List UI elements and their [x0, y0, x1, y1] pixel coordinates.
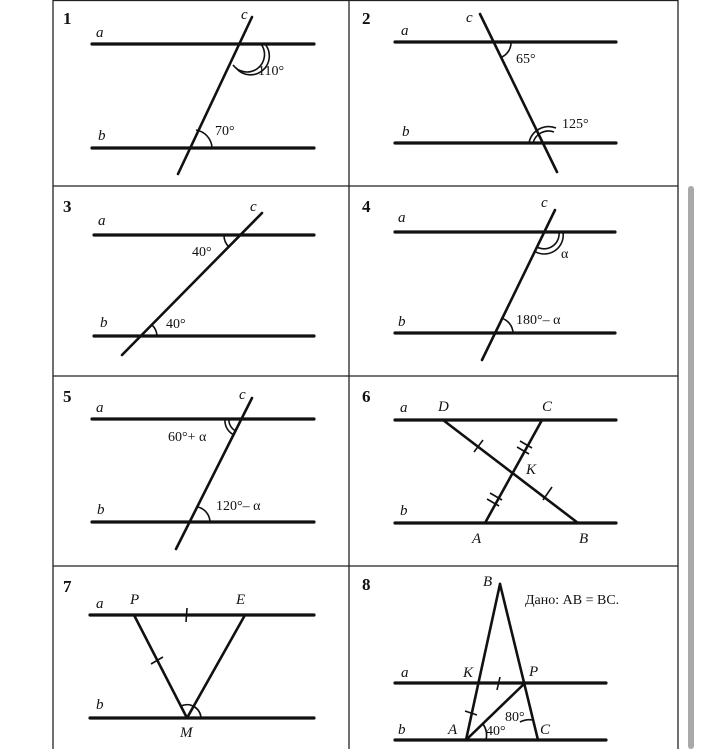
point-B: B: [483, 574, 493, 590]
label-b: b: [400, 503, 408, 519]
label-b: b: [97, 502, 105, 518]
point-K: K: [526, 462, 537, 478]
point-P: P: [529, 664, 539, 680]
point-A: A: [448, 722, 458, 738]
label-c: c: [241, 7, 248, 23]
label-a: a: [96, 400, 104, 416]
angle-label: 40°: [166, 317, 186, 332]
point-C: C: [540, 722, 551, 738]
label-b: b: [98, 128, 106, 144]
segment-DB: [443, 420, 578, 523]
point-K: K: [463, 665, 474, 681]
panel-7: [63, 577, 314, 741]
segment-EM: [187, 615, 245, 718]
label-a: a: [398, 210, 406, 226]
panel-number: 8: [362, 575, 371, 594]
angle-label: 40°: [192, 245, 212, 260]
panel-number: 2: [362, 9, 371, 28]
equal-tick: [186, 608, 187, 622]
label-c: c: [250, 199, 257, 215]
given-statement: Дано: AB = BC.: [525, 593, 620, 608]
panel-2: [362, 9, 616, 172]
point-P: P: [130, 592, 140, 608]
point-A: A: [472, 531, 482, 547]
angle-label: 125°: [562, 117, 589, 132]
transversal-c: [178, 17, 252, 174]
panel-number: 7: [63, 577, 72, 596]
angle-arc: [198, 507, 210, 522]
panel-number: 1: [63, 9, 72, 28]
scrollbar[interactable]: [688, 186, 694, 749]
panel-number: 5: [63, 387, 72, 406]
panel-3: [63, 197, 314, 355]
angle-arc: [502, 42, 511, 57]
point-C: C: [542, 399, 553, 415]
label-a: a: [400, 400, 408, 416]
label-b: b: [100, 315, 108, 331]
angle-arc: [501, 318, 513, 333]
label-a: a: [96, 596, 104, 612]
angle-arc: [533, 131, 554, 143]
panel-grid: [53, 0, 678, 749]
angle-label: 110°: [258, 64, 285, 79]
angle-arc: [224, 235, 229, 247]
angle-label: 60°+ α: [168, 430, 207, 445]
panel-number: 3: [63, 197, 72, 216]
label-b: b: [398, 314, 406, 330]
label-b: b: [398, 722, 406, 738]
angle-label: 65°: [516, 52, 536, 67]
label-c: c: [239, 387, 246, 403]
point-B: B: [579, 531, 589, 547]
segment-BA: [466, 584, 500, 740]
panel-5: [63, 387, 314, 549]
angle-label: 120°– α: [216, 499, 261, 514]
label-a: a: [96, 25, 104, 41]
transversal-c: [176, 398, 252, 549]
label-a: a: [98, 213, 106, 229]
equal-tick: [543, 487, 552, 500]
label-b: b: [402, 124, 410, 140]
panel-6: [362, 387, 616, 547]
label-a: a: [401, 665, 409, 681]
panel-1: [63, 7, 314, 174]
angle-label: α: [561, 247, 569, 262]
label-c: c: [466, 10, 473, 26]
panel-number: 4: [362, 197, 371, 216]
label-b: b: [96, 697, 104, 713]
label-c: c: [541, 195, 548, 211]
angle-label: 70°: [215, 124, 235, 139]
segment-PM: [134, 615, 187, 718]
label-a: a: [401, 23, 409, 39]
angle-label: 80°: [505, 710, 525, 725]
transversal-c: [480, 14, 557, 172]
panel-number: 6: [362, 387, 371, 406]
angle-label: 40°: [486, 724, 506, 739]
point-M: M: [180, 725, 193, 741]
angle-arc: [152, 325, 157, 336]
point-D: D: [438, 399, 449, 415]
angle-label: 180°– α: [516, 313, 561, 328]
point-E: E: [236, 592, 246, 608]
panel-4: [362, 195, 615, 360]
panel-8: [362, 574, 619, 740]
